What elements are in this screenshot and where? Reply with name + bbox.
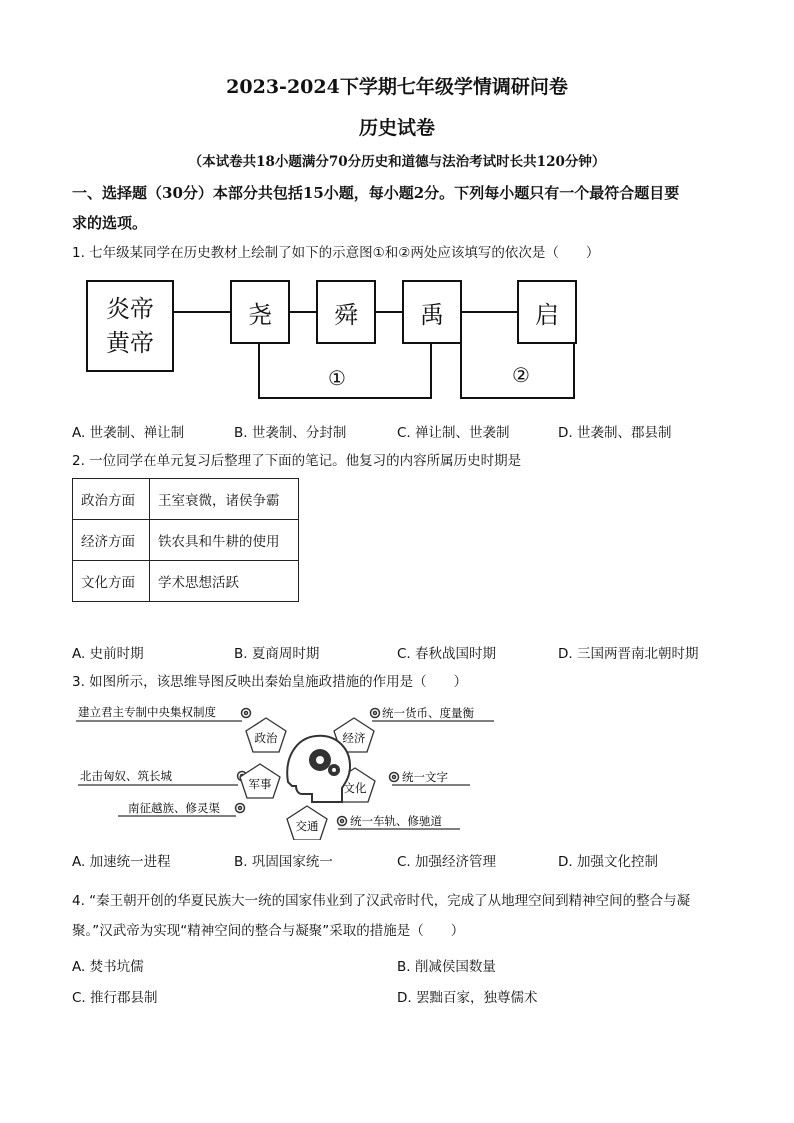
q1-option-b[interactable]: B. 世袭制、分封制 [234,425,347,441]
q1-bracket2-left [460,341,462,399]
q4-stem-line1: 4. “秦王朝开创的华夏民族大一统的国家伟业到了汉武帝时代，完成了从地理空间到精神空间的整合与凝 [72,893,691,909]
measure-culture: 统一文字 [402,770,448,784]
gear-icon [338,817,347,826]
gear-icon [245,712,248,715]
q1-bracket2-bottom [460,397,575,399]
mark-2: ② [512,363,530,387]
label-military: 军事 [248,777,272,791]
gear-icon [239,807,242,810]
table-row [73,520,299,561]
exam-subject: 历史试卷 [358,117,435,139]
q1-bracket1-left [258,341,260,399]
measure-transport: 统一车轨、修驰道 [350,814,442,828]
q1-stem: 1. 七年级某同学在历史教材上绘制了如下的示意图①和②两处应该填写的依次是（ ） [72,245,600,261]
q1-line-3 [374,311,402,313]
brain-gear-small-hole [332,768,336,772]
q1-option-c[interactable]: C. 禅让制、世袭制 [397,425,510,441]
label-transport: 交通 [295,819,319,833]
gear-icon [374,712,377,715]
q1-option-a[interactable]: A. 世袭制、禅让制 [72,425,185,441]
measure-economy: 统一货币、度量衡 [382,706,474,720]
table-cell: 政治方面 [73,479,150,520]
gear-icon [242,709,251,718]
box-yu: 禹 [402,280,462,344]
measure-politics: 建立君主专制中央集权制度 [78,705,216,719]
q1-bracket2-right [573,341,575,399]
box-shun: 舜 [316,280,376,344]
q1-diagram [0,0,794,420]
q3-option-d[interactable]: D. 加强文化控制 [558,854,658,870]
q3-mindmap [70,700,500,840]
q3-option-b[interactable]: B. 巩固国家统一 [234,854,333,870]
gear-icon [393,776,396,779]
gear-icon [371,709,380,718]
q1-option-d[interactable]: D. 世袭制、郡县制 [558,425,672,441]
box-yan: 炎帝 [106,295,154,323]
q4-option-c[interactable]: C. 推行郡县制 [72,990,158,1006]
q3-option-c[interactable]: C. 加强经济管理 [397,854,497,870]
gear-icon [341,820,344,823]
q2-notes-table [72,478,299,602]
q1-line-1 [172,311,230,313]
section-heading-line2: 求的选项。 [72,214,148,232]
table-row [73,561,299,602]
exam-title: 2023-2024下学期七年级学情调研问卷 [226,76,568,98]
box-yan-huang [86,280,174,372]
table-row [73,479,299,520]
gear-icon [390,773,399,782]
label-politics: 政治 [254,731,278,745]
q2-option-d[interactable]: D. 三国两晋南北朝时期 [558,646,699,662]
section-heading-line1: 一、选择题（30分）本部分共包括15小题，每小题2分。下列每小题只有一个最符合题目要 [72,184,680,202]
box-qi: 启 [517,280,577,344]
gear-icon [236,804,245,813]
q2-option-a[interactable]: A. 史前时期 [72,646,144,662]
table-cell: 学术思想活跃 [150,561,299,602]
q2-stem: 2. 一位同学在单元复习后整理了下面的笔记。他复习的内容所属历史时期是 [72,453,522,469]
brain-gear-hole [316,756,324,764]
table-cell: 经济方面 [73,520,150,561]
label-culture: 文化 [343,781,367,795]
measure-military-1: 北击匈奴、筑长城 [80,769,172,783]
q3-option-a[interactable]: A. 加速统一进程 [72,854,171,870]
mark-1: ① [328,366,346,390]
q1-line-4 [460,311,517,313]
q1-line-2 [288,311,316,313]
q1-bracket1-bottom [258,397,432,399]
box-yao: 尧 [230,280,290,344]
q4-option-b[interactable]: B. 削减侯国数量 [397,959,496,975]
table-cell: 铁农具和牛耕的使用 [150,520,299,561]
table-cell: 王室衰微，诸侯争霸 [150,479,299,520]
exam-note: （本试卷共18小题满分70分历史和道德与法治考试时长共120分钟） [188,154,606,170]
box-huang: 黄帝 [106,329,154,357]
q4-option-a[interactable]: A. 焚书坑儒 [72,959,144,975]
label-economy: 经济 [342,731,366,745]
table-cell: 文化方面 [73,561,150,602]
q3-stem: 3. 如图所示，该思维导图反映出秦始皇施政措施的作用是（ ） [72,674,468,690]
q4-option-d[interactable]: D. 罢黜百家，独尊儒术 [397,990,538,1006]
q2-option-b[interactable]: B. 夏商周时期 [234,646,320,662]
q2-option-c[interactable]: C. 春秋战国时期 [397,646,497,662]
q4-stem-line2: 聚。”汉武帝为实现“精神空间的整合与凝聚”采取的措施是（ ） [72,923,465,939]
q1-bracket1-right [430,341,432,399]
measure-military-2: 南征越族、修灵渠 [128,801,220,815]
